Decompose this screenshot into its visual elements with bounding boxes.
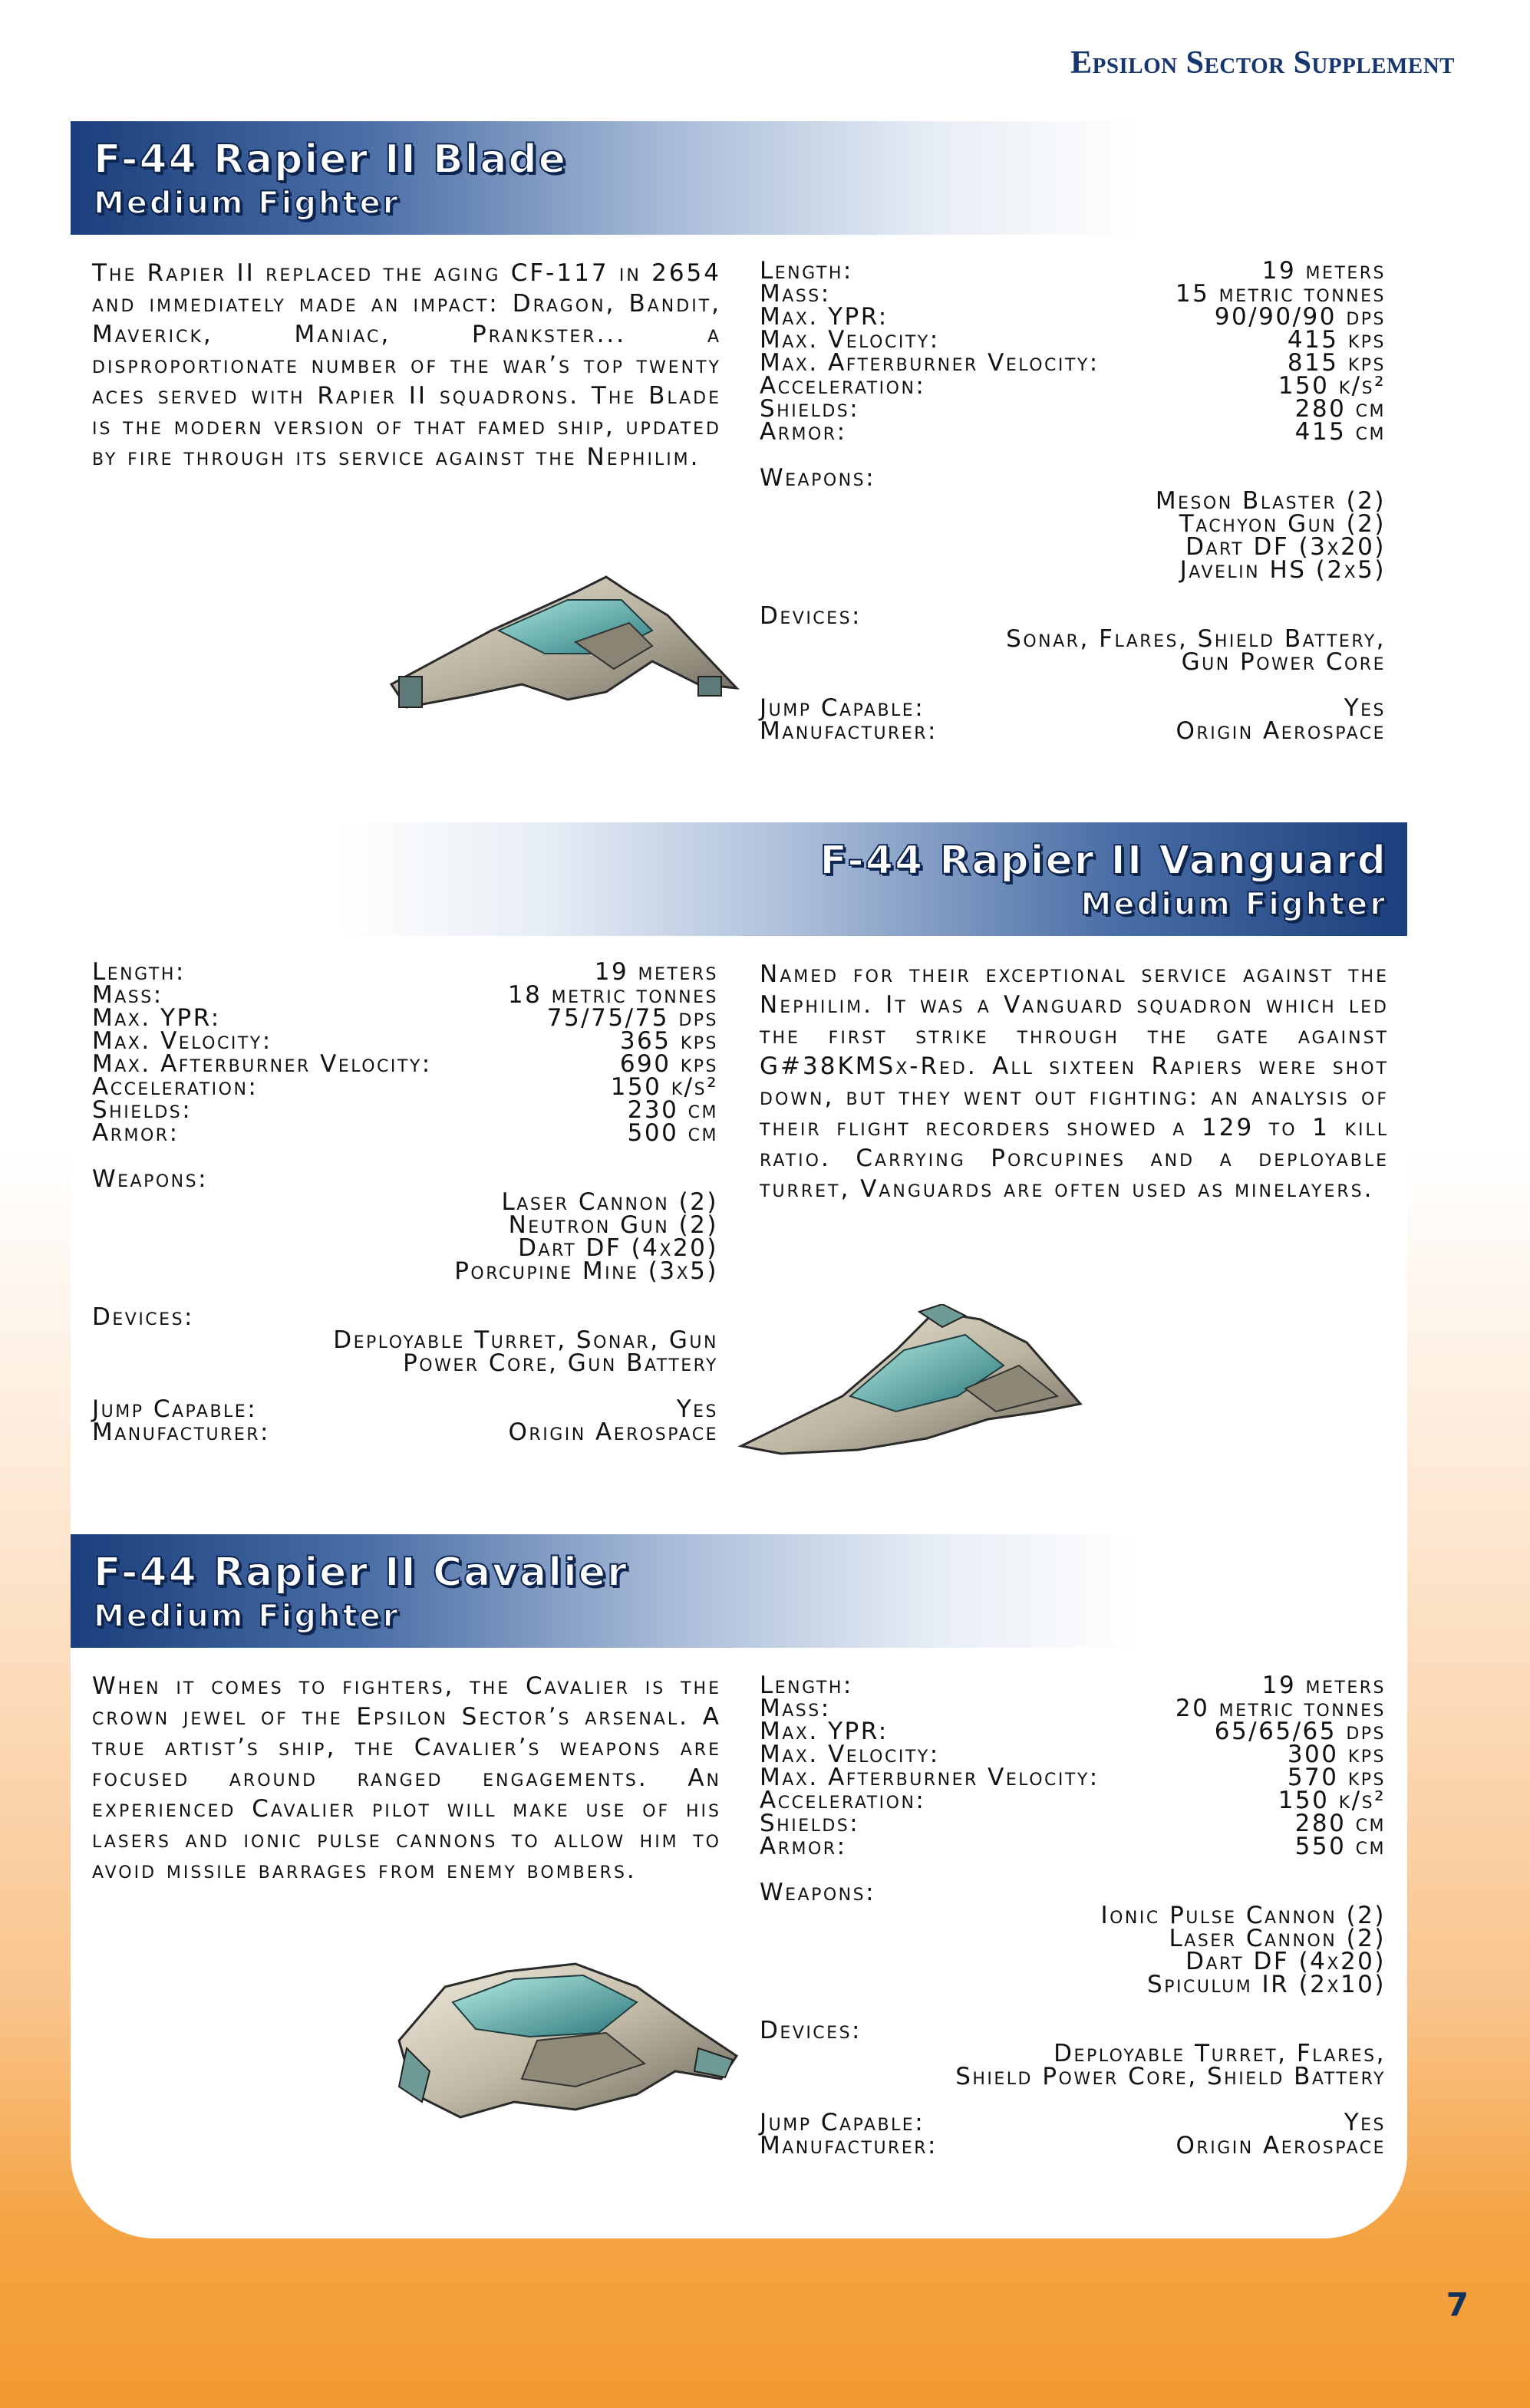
weapon-item: Tachyon Gun (2) [1179,510,1386,538]
spec-sheet-cavalier [760,1674,1386,2157]
manufacturer-row: Manufacturer: Origin Aerospace [760,717,1386,745]
ship-title: F-44 Rapier II Vanguard [819,838,1387,884]
manufacturer-row: Manufacturer: Origin Aerospace [760,2132,1386,2159]
spec-row: Acceleration: 150 k/s² [92,1073,718,1101]
devices-list [760,625,1386,676]
spec-row: Shields: 230 cm [92,1096,718,1124]
spec-row: Shields: 280 cm [760,395,1386,423]
spec-row: Length: 19 meters [92,958,718,986]
weapons-list [92,1188,718,1285]
spec-row: Mass: 15 metric tonnes [760,280,1386,308]
spec-row: Max. YPR: 90/90/90 dps [760,303,1386,331]
weapon-item: Laser Cannon (2) [1169,1925,1386,1952]
device-line: Gun Power Core [1181,648,1386,676]
devices-list [92,1326,718,1377]
weapons-list [760,487,1386,584]
spec-row: Length: 19 meters [760,257,1386,285]
weapon-item: Laser Cannon (2) [501,1188,718,1216]
weapon-item: Dart DF (4x20) [1185,1948,1386,1975]
device-line: Deployable Turret, Flares, [1054,2040,1386,2067]
ship-banner-vanguard [71,822,1407,936]
ship-class: Medium Fighter [1080,887,1387,922]
weapon-item: Dart DF (4x20) [518,1234,718,1262]
running-head: Epsilon Sector Supplement [1070,45,1455,81]
ship-description-cavalier: When it comes to fighters, the Cavalier is the crown jewel of the Epsilon Sector’s arsenal. A true artist’s ship, the Cavalier’s weapons are focused around ranged engagements. An experienced Cavalier pilot will make use of his lasers and ionic pulse cannons to allow him to avoid missile barrages from enemy bombers. [92,1672,721,1884]
spec-row: Max. Velocity: 300 kps [760,1741,1386,1768]
devices-label: Devices: [760,602,862,630]
spec-row: Mass: 20 metric tonnes [760,1695,1386,1722]
ship-title: F-44 Rapier II Blade [94,137,568,183]
weapons-label: Weapons: [760,1879,876,1906]
weapon-item: Dart DF (3x20) [1185,533,1386,561]
weapon-item: Spiculum IR (2x10) [1147,1971,1386,1998]
spec-sheet-blade [760,259,1386,743]
weapon-item: Meson Blaster (2) [1155,487,1386,515]
page-number: 7 [1446,2286,1469,2324]
jump-row: Jump Capable: Yes [92,1395,718,1423]
rapier-vanguard-ship-image [735,1304,1096,1458]
spec-row: Acceleration: 150 k/s² [760,372,1386,400]
ship-title: F-44 Rapier II Cavalier [94,1550,628,1596]
weapon-item: Ionic Pulse Cannon (2) [1100,1902,1386,1929]
weapon-item: Porcupine Mine (3x5) [454,1257,718,1285]
ship-class: Medium Fighter [94,1599,401,1634]
spec-row: Max. Afterburner Velocity: 690 kps [92,1050,718,1078]
spec-row: Max. Afterburner Velocity: 570 kps [760,1764,1386,1791]
rapier-blade-ship-image [376,569,744,723]
devices-list [760,2042,1386,2088]
ship-description-vanguard: Named for their exceptional service against the Nephilim. It was a Vanguard squadron which led the first strike through the gate against G#38KMSx-Red. All sixteen Rapiers were shot down, but they went out fighting: an analysis of their flight recorders showed a 129 to 1 kill ratio. Carrying Porcupines and a deployable turret, Vanguards are often used as minelayers. [760,960,1389,1203]
spec-row: Shields: 280 cm [760,1810,1386,1837]
spec-row: Max. Velocity: 365 kps [92,1027,718,1055]
spec-row: Max. YPR: 75/75/75 dps [92,1004,718,1032]
ship-description-blade: The Rapier II replaced the aging CF-117 in 2654 and immediately made an impact: Dragon, Bandit, Maverick, Maniac, Prankster... a disproportionate number of the war’s top twenty aces served with Rapier II squadrons. The Blade is the modern version of that famed ship, updated by fire through its service against the Nephilim. [92,259,721,471]
spec-row: Armor: 415 cm [760,418,1386,446]
device-line: Shield Power Core, Shield Battery [955,2063,1386,2090]
devices-label: Devices: [92,1303,194,1331]
device-line: Sonar, Flares, Shield Battery, [1006,625,1386,653]
device-line: Deployable Turret, Sonar, Gun [333,1326,718,1354]
ship-class: Medium Fighter [94,186,401,221]
weapon-item: Javelin HS (2x5) [1179,556,1386,584]
weapons-label: Weapons: [760,464,876,492]
spec-row: Armor: 500 cm [92,1119,718,1147]
weapon-item: Neutron Gun (2) [508,1211,718,1239]
spec-sheet-vanguard [92,960,718,1444]
ship-banner-cavalier [71,1534,1407,1648]
device-line: Power Core, Gun Battery [403,1349,718,1377]
spec-row: Length: 19 meters [760,1672,1386,1699]
spec-row: Acceleration: 150 k/s² [760,1787,1386,1814]
jump-row: Jump Capable: Yes [760,694,1386,722]
weapons-list [760,1904,1386,1996]
spec-row: Mass: 18 metric tonnes [92,981,718,1009]
jump-row: Jump Capable: Yes [760,2109,1386,2136]
rapier-cavalier-ship-image [384,1956,744,2125]
spec-row: Max. Afterburner Velocity: 815 kps [760,349,1386,377]
spec-row: Max. Velocity: 415 kps [760,326,1386,354]
devices-label: Devices: [760,2017,862,2044]
spec-row: Max. YPR: 65/65/65 dps [760,1718,1386,1745]
ship-banner-blade [71,121,1407,235]
manufacturer-row: Manufacturer: Origin Aerospace [92,1418,718,1446]
spec-row: Armor: 550 cm [760,1833,1386,1860]
weapons-label: Weapons: [92,1165,209,1193]
